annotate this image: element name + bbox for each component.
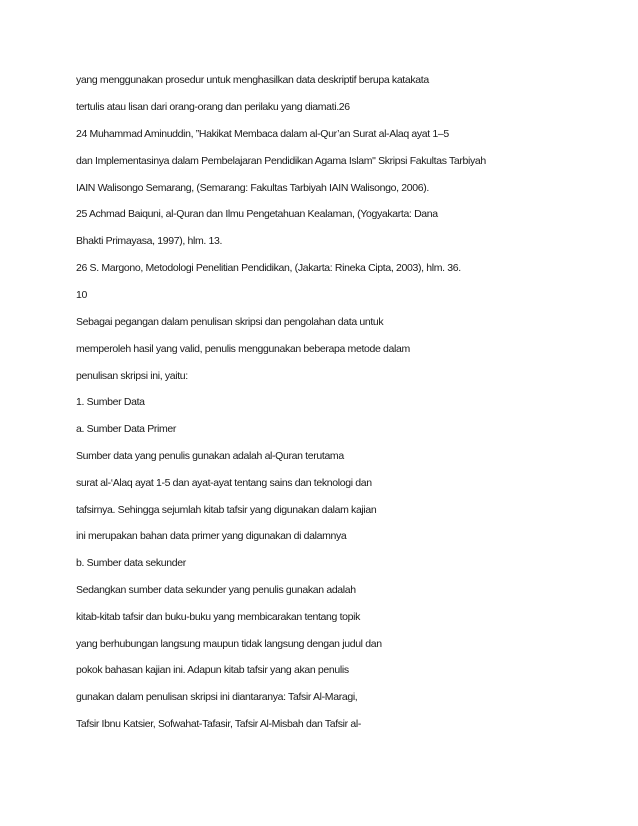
text-line: yang berhubungan langsung maupun tidak langsung dengan judul dan xyxy=(76,638,382,650)
text-line: dan Implementasinya dalam Pembelajaran Pendidikan Agama Islam" Skripsi Fakultas Tarbiyah xyxy=(76,155,486,167)
text-line: ini merupakan bahan data primer yang digunakan di dalamnya xyxy=(76,530,347,542)
text-line: Tafsir Ibnu Katsier, Sofwahat-Tafasir, Tafsir Al-Misbah dan Tafsir al- xyxy=(76,718,361,730)
text-line: IAIN Walisongo Semarang, (Semarang: Fakultas Tarbiyah IAIN Walisongo, 2006). xyxy=(76,182,429,194)
text-line: memperoleh hasil yang valid, penulis menggunakan beberapa metode dalam xyxy=(76,343,410,355)
subsection-heading: a. Sumber Data Primer xyxy=(76,423,177,435)
page-number: 10 xyxy=(76,289,87,301)
footnote-26-line: 26 S. Margono, Metodologi Penelitian Pendidikan, (Jakarta: Rineka Cipta, 2003), hlm. 36. xyxy=(76,262,461,274)
text-line: surat al-‘Alaq ayat 1-5 dan ayat-ayat tentang sains dan teknologi dan xyxy=(76,477,372,489)
text-line: penulisan skripsi ini, yaitu: xyxy=(76,370,188,382)
footnote-24-line: 24 Muhammad Aminuddin, ”Hakikat Membaca dalam al-Qur’an Surat al-Alaq ayat 1–5 xyxy=(76,128,449,140)
text-line: Bhakti Primayasa, 1997), hlm. 13. xyxy=(76,235,223,247)
text-line: Sumber data yang penulis gunakan adalah al-Quran terutama xyxy=(76,450,344,462)
text-line: kitab-kitab tafsir dan buku-buku yang membicarakan tentang topik xyxy=(76,611,361,623)
text-line: yang menggunakan prosedur untuk menghasilkan data deskriptif berupa katakata xyxy=(76,74,429,86)
text-line: gunakan dalam penulisan skripsi ini diantaranya: Tafsir Al-Maragi, xyxy=(76,691,358,703)
text-line: tafsirnya. Sehingga sejumlah kitab tafsir yang digunakan dalam kajian xyxy=(76,504,377,516)
text-line: pokok bahasan kajian ini. Adapun kitab tafsir yang akan penulis xyxy=(76,664,349,676)
subsection-heading: b. Sumber data sekunder xyxy=(76,557,186,569)
section-heading: 1. Sumber Data xyxy=(76,396,145,408)
text-line: Sedangkan sumber data sekunder yang penulis gunakan adalah xyxy=(76,584,356,596)
text-line: tertulis atau lisan dari orang-orang dan perilaku yang diamati.26 xyxy=(76,101,350,113)
footnote-25-line: 25 Achmad Baiquni, al-Quran dan Ilmu Pengetahuan Kealaman, (Yogyakarta: Dana xyxy=(76,208,438,220)
text-line: Sebagai pegangan dalam penulisan skripsi dan pengolahan data untuk xyxy=(76,316,384,328)
